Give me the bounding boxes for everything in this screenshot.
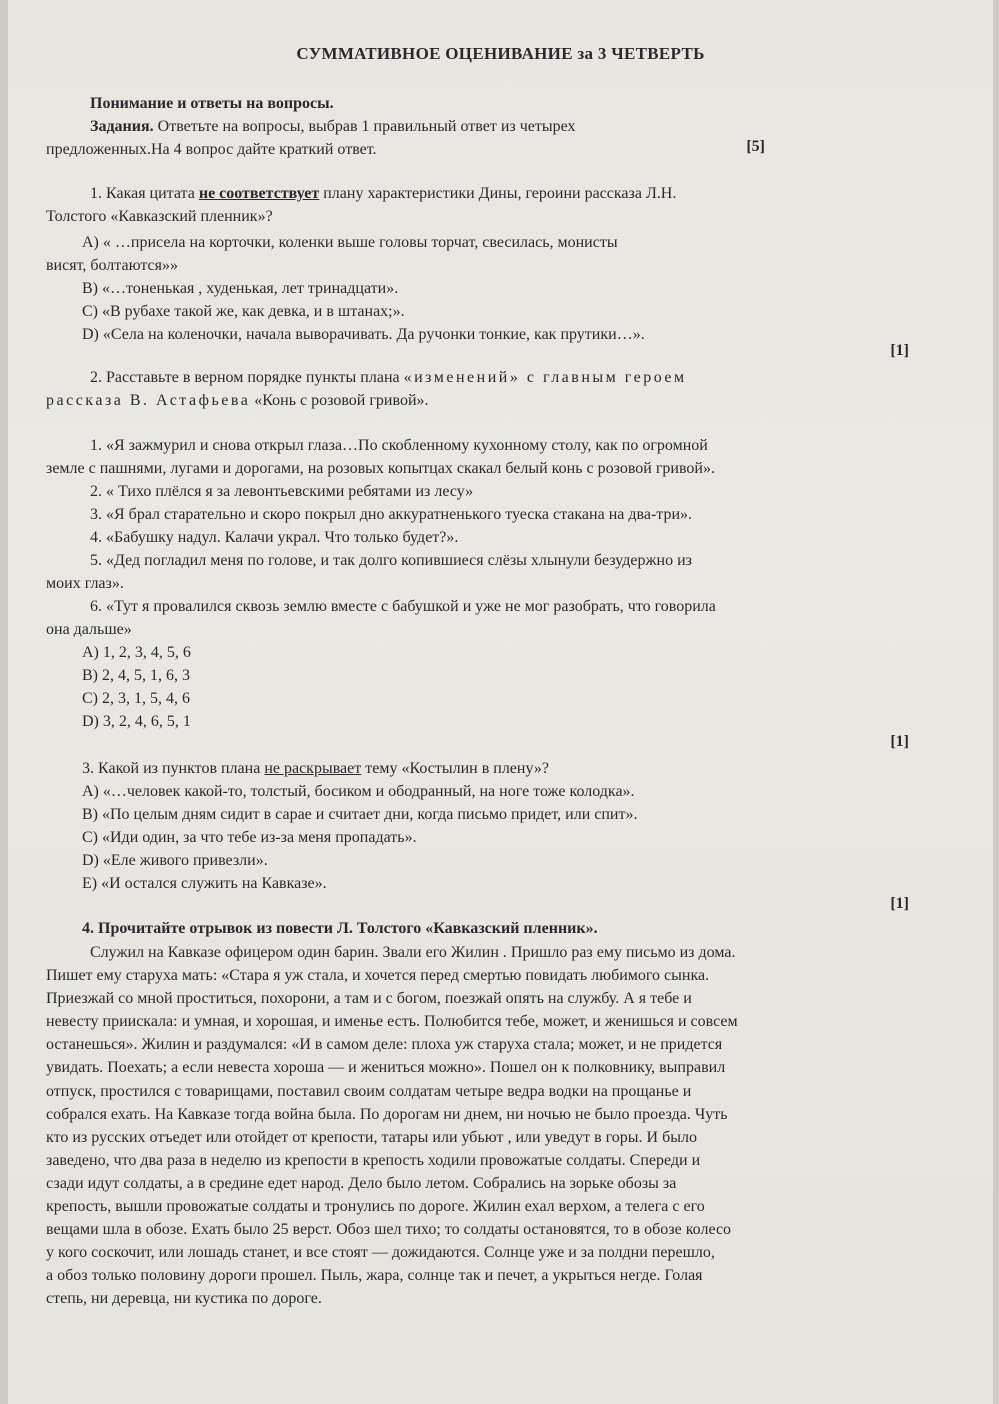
passage-line: отпуск, простился с товарищами, поставил своим солдатам четыре ведра водки на прощанье и — [46, 1082, 692, 1100]
q2-item — [46, 503, 933, 526]
q1-option-a — [46, 231, 913, 254]
q1-mark: [1] — [890, 342, 909, 359]
q3-text-a: Какой из пунктов плана — [94, 760, 265, 777]
q1-option-c — [46, 300, 913, 323]
q2-item — [46, 526, 933, 549]
passage-line: Приезжай со мной проститься, похорони, а там и с богом, поезжай опять на службу. А я тебе и — [46, 990, 692, 1008]
question-4-heading-wrap — [46, 917, 913, 940]
q2-item-text: « Тихо плёлся я за левонтьевскими ребятами из лесу» — [106, 483, 474, 500]
q2-line-2 — [46, 389, 933, 412]
q2-item — [46, 480, 933, 503]
q2-item-cont: земле с пашнями, лугами и дорогами, на розовых копытцах скакал белый конь с розовой гривой». — [46, 460, 715, 477]
q1-option-d — [46, 323, 913, 346]
q2-text-b: рассказа В. Астафьева — [46, 392, 251, 409]
q3-number: 3. — [82, 760, 94, 777]
q2-item-cont: она дальше» — [46, 621, 132, 638]
q2-answer-a: А) 1, 2, 3, 4, 5, 6 — [82, 644, 191, 661]
q2-item — [46, 434, 933, 457]
q3-text-b: тему «Костылин в плену»? — [361, 760, 549, 777]
q2-item-number: 5. — [90, 552, 102, 569]
q2-item-number: 4. — [90, 529, 102, 546]
q2-text-spaced: «изменений» с главным героем — [403, 369, 687, 386]
q3-option-a: А) «…человек какой-то, толстый, босиком и ободранный, на ноге тоже колодка». — [82, 783, 635, 800]
q2-answers — [46, 641, 933, 733]
q1-text-b: плану характеристики Дины, героини рассказа Л.Н. — [319, 185, 677, 202]
instructions-label: Задания. — [90, 118, 154, 135]
q1-line-2: Толстого «Кавказский пленник»? — [46, 208, 273, 225]
q1-number: 1. — [90, 185, 102, 202]
passage-line: увидать. Поехать; а если невеста хороша — и жениться можно». Пошел он к полковнику, выправил — [46, 1059, 726, 1077]
q2-mark: [1] — [890, 733, 909, 750]
q2-answer-b: В) 2, 4, 5, 1, 6, 3 — [82, 667, 190, 684]
q2-item-text: «Бабушку надул. Калачи украл. Что только будет?». — [106, 529, 459, 546]
q2-text-c: «Конь с розовой гривой». — [250, 392, 429, 409]
q3-option-c: С) «Иди один, за что тебе из-за меня пропадать». — [82, 829, 417, 846]
q1-option-d-text: «Села на коленочки, начала выворачивать. Да ручонки тонкие, как прутики…». — [98, 326, 645, 343]
q2-item-cont: моих глаз». — [46, 575, 124, 592]
passage-line: останешься». Жилин и раздумался: «И в самом деле: плоха уж старуха стала; может, и не придется — [46, 1036, 723, 1054]
q2-item-number: 6. — [90, 598, 102, 615]
q2-line-1 — [46, 366, 933, 389]
question-3 — [46, 757, 913, 895]
q2-number: 2. — [90, 369, 102, 386]
q2-item-number: 2. — [90, 483, 102, 500]
q2-item-number: 3. — [90, 506, 102, 523]
q3-option-d: D) «Еле живого привезли». — [82, 852, 268, 869]
passage-line: собрался ехать. На Кавказе тогда война была. По дорогам ни днем, ни ночью не было проезда. Чуть — [46, 1105, 728, 1123]
q2-item-number: 1. — [90, 437, 102, 454]
passage-line: кто из русских отъедет или отойдет от крепости, татары или убьют , или уведут в горы. И было — [46, 1128, 697, 1146]
passage-line: степь, ни деревца, ни кустика по дороге. — [46, 1290, 322, 1308]
passage-line: заведено, что два раза в неделю из крепости в крепость ходили провожатые солдаты. Спереди и — [46, 1151, 701, 1169]
q2-item-text: «Тут я провалился сквозь землю вместе с бабушкой и уже не мог разобрать, что говорила — [106, 598, 716, 615]
q2-item-text: «Я брал старательно и скоро покрыл дно аккуратненького туеска стакана на два-три». — [106, 506, 693, 523]
q2-item-text: «Дед погладил меня по голове, и так долго копившиеся слёзы хлынули безудержно из — [106, 552, 692, 569]
q4-passage — [46, 941, 915, 1311]
q2-answer-c: С) 2, 3, 1, 5, 4, 6 — [82, 690, 190, 707]
instructions-mark: [5] — [746, 138, 765, 155]
q2-item — [46, 595, 933, 618]
q1-underlined: не соответствует — [198, 185, 320, 202]
instructions-text-1: Ответьте на вопросы, выбрав 1 правильный ответ из четырех — [153, 118, 576, 135]
q2-text-a: Расставьте в верном порядке пункты плана — [102, 369, 404, 386]
q3-option-b: В) «По целым дням сидит в сарае и считает дни, когда письмо придет, или спит». — [82, 806, 638, 823]
q1-option-c-text: «В рубахе такой же, как девка, и в штанах;». — [98, 303, 405, 320]
passage-line: сзади идут солдаты, а в средине едет народ. Дело было летом. Собрались на зорьке обозы за — [46, 1174, 677, 1192]
section-heading: Понимание и ответы на вопросы. — [90, 95, 334, 112]
q1-option-b — [46, 277, 913, 300]
page-title: СУММАТИВНОЕ ОЦЕНИВАНИЕ за 3 ЧЕТВЕРТЬ — [296, 44, 705, 63]
q1-option-b-text: «…тоненькая , худенькая, лет тринадцати». — [98, 280, 399, 297]
instructions-line-2: предложенных.На 4 вопрос дайте краткий ответ. — [46, 141, 377, 158]
q1-option-a-cont: висят, болтаются»» — [46, 257, 178, 274]
q1-option-d-key: D) — [82, 326, 99, 343]
q4-heading: 4. Прочитайте отрывок из повести Л. Толстого «Кавказский пленник». — [82, 920, 598, 937]
q1-option-b-key: В) — [82, 280, 98, 297]
q2-items-list — [46, 434, 933, 641]
passage-line: а обоз только половину дороги прошел. Пыль, жара, солнце так и печет, а укрыться негде. Голая — [46, 1267, 703, 1285]
q1-option-a-text: « …присела на корточки, коленки выше головы торчат, свесилась, монисты — [98, 234, 618, 251]
q1-option-a-key: А) — [82, 234, 99, 251]
passage-line: Служил на Кавказе офицером один барин. Звали его Жилин . Пришло раз ему письмо из дома. — [90, 944, 736, 961]
q3-mark: [1] — [890, 895, 909, 912]
passage-line: крепость, вышли провожатые солдаты и тронулись по дороге. Жилин ехал верхом, а телега с его — [46, 1198, 705, 1216]
q1-option-c-key: С) — [82, 303, 98, 320]
q3-underlined: не раскрывает — [264, 760, 362, 777]
q2-answer-d: D) 3, 2, 4, 6, 5, 1 — [82, 713, 191, 730]
passage-line: невесту приискала: и умная, и хорошая, и именье есть. Полюбится тебе, может, и женишься и совсем — [46, 1013, 738, 1031]
instructions-block — [46, 92, 913, 161]
q3-option-e: Е) «И остался служить на Кавказе». — [82, 875, 327, 892]
q2-item-text: «Я зажмурил и снова открыл глаза…По скобленному кухонному столу, как по огромной — [106, 437, 708, 454]
passage-line: Пишет ему старуха мать: «Стара я уж стала, и хочется перед смертью повидать любимого сынка. — [46, 967, 710, 985]
instructions-line-1 — [46, 115, 913, 138]
question-2 — [46, 366, 933, 733]
q1-text-a: Какая цитата — [102, 185, 199, 202]
q2-item — [46, 549, 933, 572]
q1-line-1 — [46, 182, 913, 205]
passage-line: у кого соскочит, или лошадь станет, и все стоят — дожидаются. Солнце уже и за полдни перешло, — [46, 1244, 715, 1262]
q3-line-1 — [46, 757, 913, 780]
passage-line: вещами шла в обозе. Ехать было 25 верст. Обоз шел тихо; то солдаты остановятся, то в обозе колесо — [46, 1221, 732, 1239]
worksheet-page — [8, 0, 993, 1404]
question-1 — [46, 182, 913, 346]
